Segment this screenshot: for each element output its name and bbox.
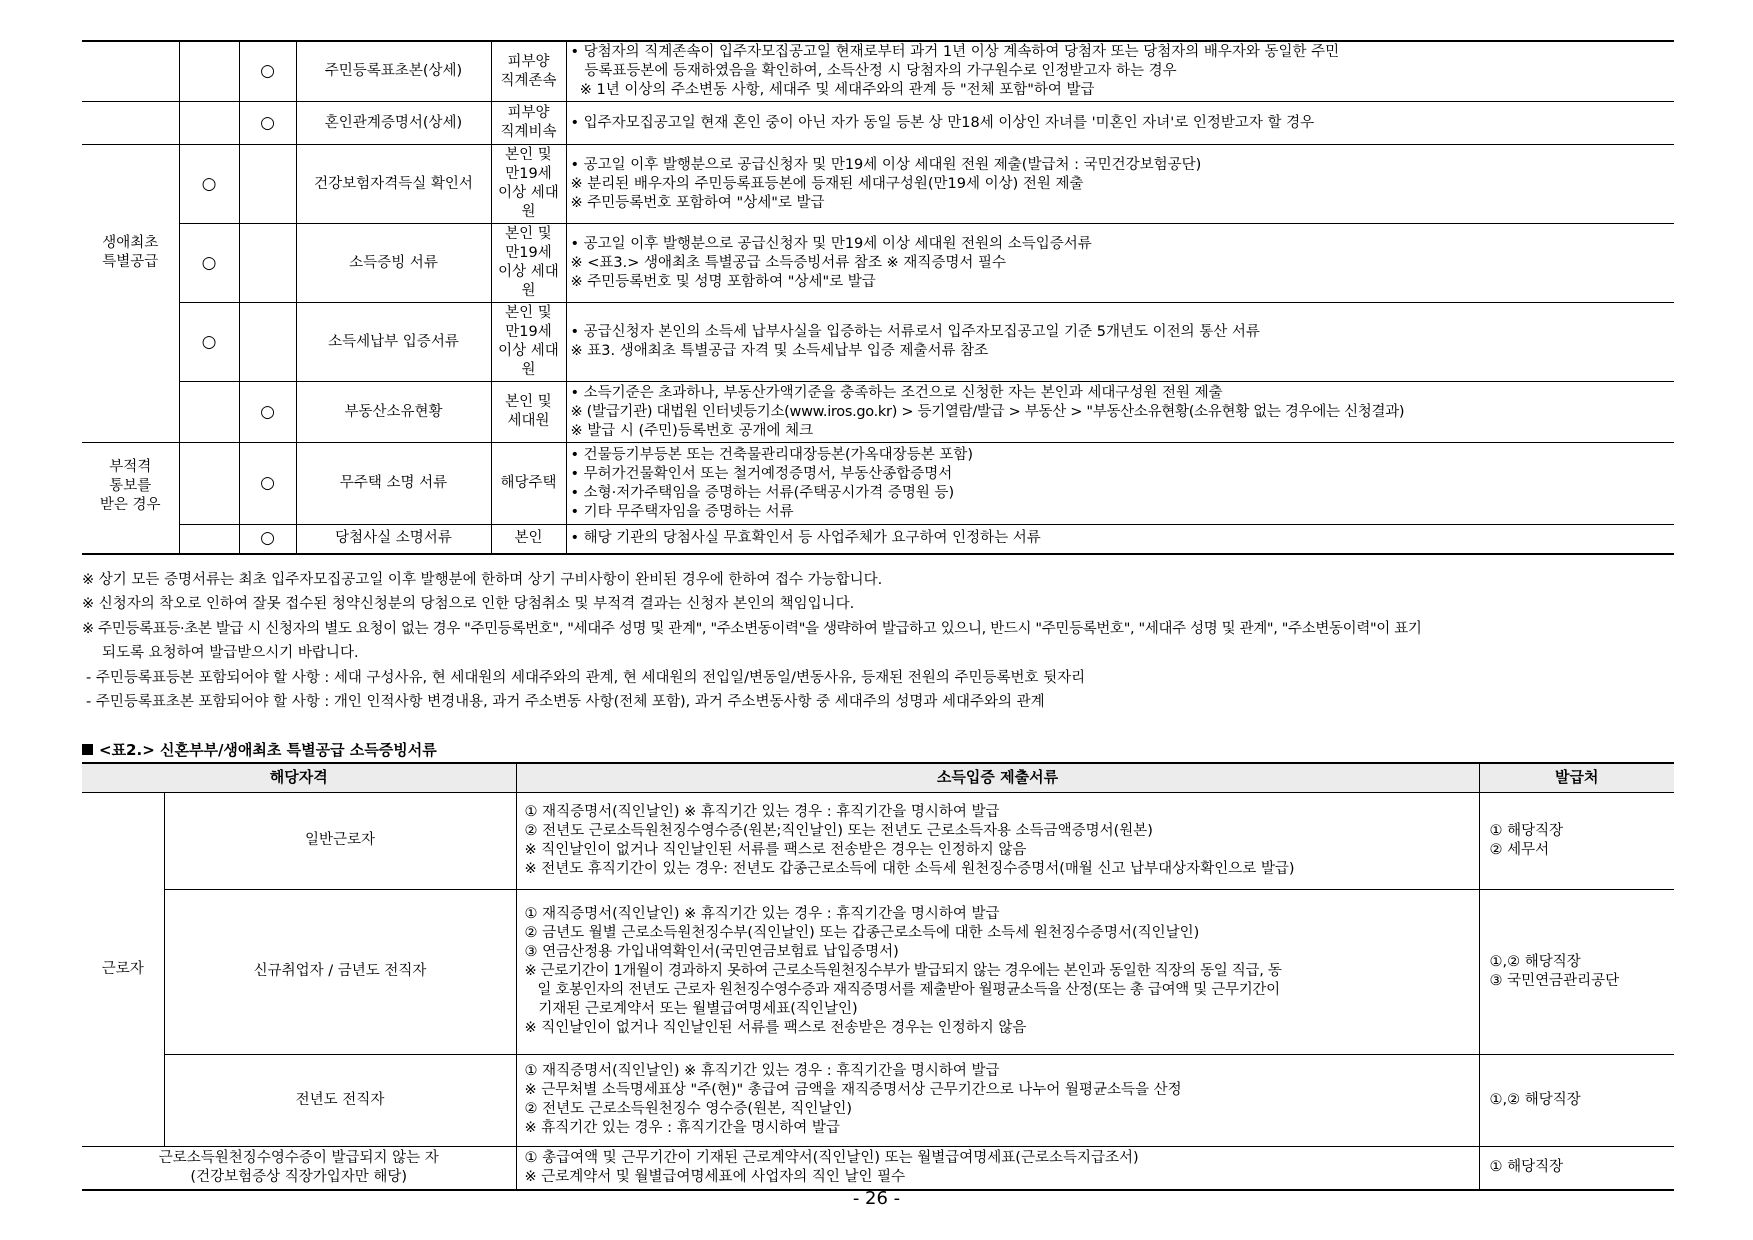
table-row: [82, 889, 1674, 1054]
page-number: - 26 -: [852, 1188, 901, 1209]
target-line: 이상 세대원: [498, 264, 559, 299]
document-page: [82, 40, 1674, 1191]
description-cell: [566, 382, 1674, 443]
check-mark-a: [179, 443, 239, 525]
target-cell: [491, 303, 566, 382]
qualification-cell: 전년도 전직자: [164, 1054, 516, 1146]
table-row: [82, 792, 1674, 889]
target-line: 피부양: [507, 53, 550, 70]
note-line: 되도록 요청하여 발급받으시기 바랍니다.: [102, 645, 359, 661]
document-name: 주민등록표초본(상세): [296, 41, 491, 102]
target-cell: [491, 145, 566, 224]
group-cell: [82, 102, 179, 145]
description-cell: [566, 224, 1674, 303]
issuer-line: ①,② 해당직장: [1489, 953, 1581, 970]
table-row: [82, 303, 1674, 382]
group-line: 특별공급: [102, 253, 159, 270]
description-line: ※ 1년 이상의 주소변동 사항, 세대주 및 세대주와의 관계 등 "전체 포함"하여 발급: [570, 82, 1095, 98]
description-line: ※ 근무처별 소득명세표상 "주(현)" 총급여 금액을 재직증명서상 근무기간으로 나누어 월평균소득을 산정: [524, 1082, 1182, 1098]
table-row: [82, 1146, 1674, 1190]
description-line: ② 전년도 근로소득원천징수영수증(원본;직인날인) 또는 전년도 근로소득자용 소득금액증명서(원본): [524, 822, 1153, 839]
note-line: - 주민등록표등본 포함되어야 할 사항 : 세대 구성사유, 현 세대원의 세대주와의 관계, 현 세대원의 전입일/변동일/변동사유, 등재된 전원의 주민등록번호 뒷자리: [86, 669, 1086, 686]
target-cell: [491, 525, 566, 554]
target-cell: [491, 224, 566, 303]
table-row: [82, 41, 1674, 102]
check-mark-b: [239, 224, 296, 303]
description-line: • 소득기준은 초과하나, 부동산가액기준을 충족하는 조건으로 신청한 자는 본인과 세대구성원 전원 제출: [570, 384, 1223, 401]
target-line: 직계존속: [500, 72, 557, 89]
issuer-line: ② 세무서: [1489, 841, 1550, 858]
description-line: • 공급신청자 본인의 소득세 납부사실을 입증하는 서류로서 입주자모집공고일 기준 5개년도 이전의 통산 서류: [570, 324, 1260, 340]
table-row: [82, 443, 1674, 525]
note-line: ※ 상기 모든 증명서류는 최초 입주자모집공고일 이후 발행분에 한하며 상기 구비사항이 완비된 경우에 한하여 접수 가능합니다.: [82, 571, 883, 588]
description-line: ※ 휴직기간 있는 경우 : 휴직기간을 명시하여 발급: [524, 1120, 840, 1136]
description-line: ① 총급여액 및 근무기간이 기재된 근로계약서(직인날인) 또는 월별급여명세표(근로소득지급조서): [524, 1149, 1139, 1166]
document-name: 당첨사실 소명서류: [296, 525, 491, 554]
check-mark-a: ○: [179, 145, 239, 224]
table-row: [82, 1054, 1674, 1146]
issuer-line: ①,② 해당직장: [1489, 1091, 1581, 1108]
target-line: 만19세: [505, 324, 552, 340]
issuer-cell: [1479, 1146, 1674, 1190]
header-documents: 소득입증 제출서류: [516, 763, 1479, 793]
description-line: • 건물등기부등본 또는 건축물관리대장등본(가옥대장등본 포함): [570, 446, 973, 463]
check-mark-b: ○: [239, 41, 296, 102]
qualification-cell: 일반근로자: [164, 792, 516, 889]
issuer-line: ① 해당직장: [1489, 822, 1564, 839]
target-line: 이상 세대원: [498, 343, 559, 378]
qualification-line: (건강보험증상 직장가입자만 해당): [190, 1168, 408, 1185]
issuer-cell: [1479, 889, 1674, 1054]
target-cell: [491, 443, 566, 525]
description-cell: [566, 443, 1674, 525]
description-line: ① 재직증명서(직인날인) ※ 휴직기간 있는 경우 : 휴직기간을 명시하여 발급: [524, 1063, 1000, 1079]
target-line: 만19세: [505, 166, 552, 182]
description-cell: [566, 303, 1674, 382]
check-mark-a: [179, 41, 239, 102]
document-name: 혼인관계증명서(상세): [296, 102, 491, 145]
group-label-ineligible: [82, 443, 179, 554]
check-mark-b: ○: [239, 443, 296, 525]
description-line: • 기타 무주택자임을 증명하는 서류: [570, 503, 794, 520]
target-line: 본인: [514, 530, 543, 547]
check-mark-b: ○: [239, 525, 296, 554]
description-line: ※ 근로계약서 및 월별급여명세표에 사업자의 직인 날인 필수: [524, 1168, 906, 1185]
group-line: 생애최초: [102, 234, 159, 251]
header-issuer: 발급처: [1479, 763, 1674, 793]
description-line: ※ 전년도 휴직기간이 있는 경우: 전년도 갑종근로소득에 대한 소득세 원천징수증명서(매월 신고 납부대상자확인으로 발급): [524, 860, 1295, 877]
description-line: ※ <표3.> 생애최초 특별공급 소득증빙서류 참조 ※ 재직증명서 필수: [570, 254, 1006, 271]
description-line: • 소형·저가주택임을 증명하는 서류(주택공시가격 증명원 등): [570, 484, 955, 501]
target-cell: [491, 41, 566, 102]
description-line: ③ 연금산정용 가입내역확인서(국민연금보험료 납입증명서): [524, 944, 899, 960]
group-line: 받은 경우: [99, 497, 161, 514]
table-header-row: [82, 763, 1674, 793]
section-title: [82, 739, 1674, 760]
target-line: 본인 및: [505, 226, 552, 242]
group-line: 통보를: [109, 478, 152, 495]
issuer-line: ③ 국민연금관리공단: [1489, 972, 1620, 989]
check-mark-a: [179, 102, 239, 145]
description-line: ② 전년도 근로소득원천징수 영수증(원본, 직인날인): [524, 1101, 852, 1117]
check-mark-b: [239, 145, 296, 224]
check-mark-a: ○: [179, 303, 239, 382]
note-line: ※ 주민등록표등·초본 발급 시 신청자의 별도 요청이 없는 경우 "주민등록번호", "세대주 성명 및 관계", "주소변동이력"을 생략하여 발급하고 있으니, 반드시 "주민등록번호", "세대주 성명 및 관계", "주소변동이력"이 표기: [82, 620, 1422, 637]
description-cell: [516, 1054, 1479, 1146]
issuer-cell: [1479, 1054, 1674, 1146]
issuer-line: ① 해당직장: [1489, 1159, 1564, 1176]
group-label-first-time: [82, 145, 179, 443]
target-line: 본인 및: [505, 394, 552, 410]
target-cell: [491, 102, 566, 145]
description-line: ※ 직인날인이 없거나 직인날인된 서류를 팩스로 전송받은 경우는 인정하지 않음: [524, 841, 1027, 858]
target-line: 본인 및: [505, 305, 552, 321]
description-line: 등록표등본에 등재하였음을 확인하여, 소득산정 시 당첨자의 가구원수로 인정받고자 하는 경우: [570, 63, 1177, 79]
description-line: • 무허가건물확인서 또는 철거예정증명서, 부동산종합증명서: [570, 465, 953, 482]
target-line: 세대원: [507, 413, 550, 429]
document-name: 소득증빙 서류: [296, 224, 491, 303]
description-line: 기재된 근로계약서 또는 월별급여명세표(직인날인): [524, 1001, 858, 1017]
description-line: ※ 분리된 배우자의 주민등록표등본에 등재된 세대구성원(만19세 이상) 전원 제출: [570, 175, 1084, 192]
target-line: 피부양: [507, 105, 550, 121]
target-cell: [491, 382, 566, 443]
group-label-worker: 근로자: [82, 792, 164, 1146]
qualification-cell: 신규취업자 / 금년도 전직자: [164, 889, 516, 1054]
description-cell: [516, 889, 1479, 1054]
table-row: [82, 382, 1674, 443]
income-proof-table: [82, 762, 1674, 1192]
table-row: [82, 102, 1674, 145]
check-mark-b: ○: [239, 102, 296, 145]
description-line: ※ 주민등록번호 및 성명 포함하여 "상세"로 발급: [570, 273, 876, 290]
description-line: • 해당 기관의 당첨사실 무효확인서 등 사업주체가 요구하여 인정하는 서류: [570, 530, 1041, 547]
description-line: ※ (발급기관) 대법원 인터넷등기소(www.iros.go.kr) > 등기열람/발급 > 부동산 > "부동산소유현황(소유현황 없는 경우에는 신청결과): [570, 403, 1405, 420]
square-bullet-icon: [82, 744, 93, 755]
check-mark-a: ○: [179, 224, 239, 303]
description-cell: [516, 792, 1479, 889]
description-line: • 공고일 이후 발행분으로 공급신청자 및 만19세 이상 세대원 전원 제출(발급처 : 국민건강보험공단): [570, 156, 1202, 173]
description-line: • 입주자모집공고일 현재 혼인 중이 아닌 자가 동일 등본 상 만18세 이상인 자녀를 '미혼인 자녀'로 인정받고자 할 경우: [570, 114, 1315, 131]
description-line: ① 재직증명서(직인날인) ※ 휴직기간 있는 경우 : 휴직기간을 명시하여 발급: [524, 906, 1000, 922]
target-line: 직계비속: [500, 124, 557, 140]
document-name: 부동산소유현황: [296, 382, 491, 443]
description-cell: [566, 41, 1674, 102]
description-line: ① 재직증명서(직인날인) ※ 휴직기간 있는 경우 : 휴직기간을 명시하여 발급: [524, 803, 1000, 820]
note-line: ※ 신청자의 착오로 인하여 잘못 접수된 청약신청분의 당첨으로 인한 당첨취소 및 부적격 결과는 신청자 본인의 책임입니다.: [82, 596, 855, 612]
description-line: ② 금년도 월별 근로소득원천징수부(직인날인) 또는 갑종근로소득에 대한 소득세 원천징수증명서(직인날인): [524, 925, 1200, 941]
check-mark-a: [179, 382, 239, 443]
qualification-cell: [82, 1146, 516, 1190]
document-name: 무주택 소명 서류: [296, 443, 491, 525]
issuer-cell: [1479, 792, 1674, 889]
description-cell: [566, 102, 1674, 145]
header-qualification: 해당자격: [82, 763, 516, 793]
description-line: ※ 주민등록번호 포함하여 "상세"로 발급: [570, 194, 825, 211]
description-cell: [566, 145, 1674, 224]
target-line: 본인 및: [505, 147, 552, 163]
target-line: 만19세: [505, 245, 552, 261]
description-line: ※ 직인날인이 없거나 직인날인된 서류를 팩스로 전송받은 경우는 인정하지 않음: [524, 1020, 1027, 1036]
target-line: 이상 세대원: [498, 185, 559, 220]
table-row: [82, 224, 1674, 303]
description-line: • 당첨자의 직계존속이 입주자모집공고일 현재로부터 과거 1년 이상 계속하여 당첨자 또는 당첨자의 배우자와 동일한 주민: [570, 44, 1340, 60]
section-title-text: <표2.> 신혼부부/생애최초 특별공급 소득증빙서류: [99, 740, 437, 759]
note-line: - 주민등록표초본 포함되어야 할 사항 : 개인 인적사항 변경내용, 과거 주소변동 사항(전체 포함), 과거 주소변동사항 중 세대주의 성명과 세대주와의 관계: [86, 694, 1045, 710]
notes-block: [82, 568, 1674, 715]
description-line: ※ 발급 시 (주민)등록번호 공개에 체크: [570, 422, 814, 439]
check-mark-b: [239, 303, 296, 382]
table-row: [82, 145, 1674, 224]
description-line: ※ 표3. 생애최초 특별공급 자격 및 소득세납부 입증 제출서류 참조: [570, 343, 989, 359]
group-cell: [82, 41, 179, 102]
group-line: 부적격: [109, 459, 152, 476]
table-row: [82, 525, 1674, 554]
description-cell: [516, 1146, 1479, 1190]
qualification-line: 근로소득원천징수영수증이 발급되지 않는 자: [158, 1149, 439, 1166]
description-line: 일 호봉인자의 전년도 근로자 원천징수영수증과 재직증명서를 제출받아 월평균소득을 산정(또는 총 급여액 및 근무기간이: [524, 982, 1280, 998]
required-documents-table: [82, 40, 1674, 555]
target-line: 해당주택: [500, 475, 557, 491]
check-mark-b: ○: [239, 382, 296, 443]
document-name: 건강보험자격득실 확인서: [296, 145, 491, 224]
description-cell: [566, 525, 1674, 554]
check-mark-a: [179, 525, 239, 554]
description-line: • 공고일 이후 발행분으로 공급신청자 및 만19세 이상 세대원 전원의 소득입증서류: [570, 235, 1092, 252]
description-line: ※ 근로기간이 1개월이 경과하지 못하여 근로소득원천징수부가 발급되지 않는 경우에는 본인과 동일한 직장의 동일 직급, 동: [524, 963, 1282, 979]
document-name: 소득세납부 입증서류: [296, 303, 491, 382]
